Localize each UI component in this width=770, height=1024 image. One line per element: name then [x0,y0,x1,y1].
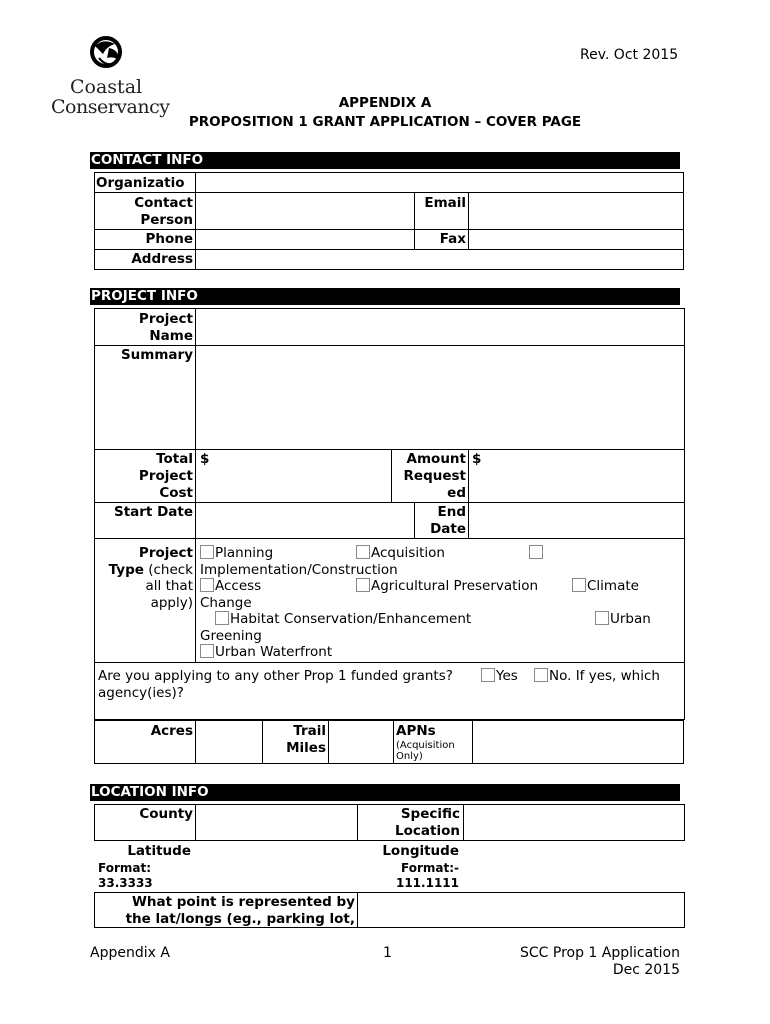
end-date-field[interactable] [469,503,684,538]
latitude-field[interactable] [196,843,357,891]
type-urban-waterfront-checkbox[interactable]: Urban Waterfront [200,644,332,661]
contact-person-field[interactable] [196,193,414,229]
title-line-2: PROPOSITION 1 GRANT APPLICATION – COVER PAGE [188,114,582,130]
project-name-field[interactable] [196,309,684,345]
contact-person-label: Contact Person [134,195,193,228]
project-type-label: Project Type (check all that apply) [108,545,193,611]
start-date-field[interactable] [196,503,414,538]
county-label: County [139,806,193,822]
point-represented-label: What point is represented by the lat/longs (eg., parking lot, [125,894,355,927]
total-cost-field[interactable]: $ [200,451,210,467]
type-implementation-checkbox[interactable]: Implementation/Construction [200,545,684,578]
footer-left: Appendix A [90,945,170,961]
checkbox-icon [200,644,214,658]
email-field[interactable] [469,193,683,229]
apns-field[interactable] [473,721,683,763]
phone-label: Phone [145,231,193,247]
logo-line-1: Coastal [70,76,143,98]
organization-label: Organizatio [96,175,185,191]
start-date-label: Start Date [113,504,193,520]
logo-line-2: Conservancy [51,96,170,118]
end-date-label: End Date [430,504,466,537]
point-represented-field[interactable] [358,893,684,927]
county-field[interactable] [196,805,357,840]
title-line-1: APPENDIX A [338,95,432,111]
amount-requested-label: Amount Request ed [403,451,466,501]
project-section-header: PROJECT INFO [90,288,680,305]
other-grants-question: Are you applying to any other Prop 1 funded grants? Yes No. If yes, which agency(ies)? [98,668,660,701]
contact-section-header: CONTACT INFO [90,152,680,169]
type-habitat-checkbox[interactable]: Habitat Conservation/Enhancement [200,611,471,628]
address-label: Address [131,251,193,267]
coastal-conservancy-logo-icon [85,34,127,78]
total-cost-label: Total Project Cost [138,451,193,501]
checkbox-icon [595,611,609,625]
specific-location-field[interactable] [464,805,684,840]
project-type-options [200,545,684,661]
latitude-format: Format: 33.3333 [98,861,153,890]
summary-field[interactable] [196,346,684,449]
apns-label: APNs (Acquisition Only) [396,723,455,762]
page-number: 1 [383,945,392,961]
footer-right: SCC Prop 1 Application Dec 2015 [519,945,680,978]
trail-miles-label: Trail Miles [286,723,326,756]
checkbox-icon [481,668,495,682]
type-access-checkbox[interactable]: Access [200,578,261,595]
amount-requested-field[interactable]: $ [472,451,482,467]
checkbox-icon [529,545,543,559]
type-urban-greening-checkbox[interactable]: Urban Greening [200,611,651,644]
type-planning-checkbox[interactable]: Planning [200,545,273,562]
type-climate-change-checkbox[interactable]: Climate Change [200,578,639,611]
project-name-label: Project Name [138,311,193,344]
checkbox-icon [572,578,586,592]
summary-label: Summary [120,347,193,363]
longitude-label: Longitude [382,843,459,859]
checkbox-icon [534,668,548,682]
type-acquisition-checkbox[interactable]: Acquisition [356,545,445,562]
fax-field[interactable] [469,230,683,249]
revision: Rev. Oct 2015 [580,47,679,63]
organization-field[interactable] [196,173,683,192]
latitude-label: Latitude [127,843,191,859]
email-label: Email [424,195,466,211]
phone-field[interactable] [196,230,414,249]
other-grants-yes-checkbox[interactable]: Yes [481,668,518,685]
longitude-format: Format:- 111.1111 [395,861,459,890]
other-grants-no-checkbox[interactable]: No. If yes, which [534,668,660,685]
fax-label: Fax [439,231,466,247]
type-agricultural-checkbox[interactable]: Agricultural Preservation [356,578,538,595]
address-field[interactable] [196,250,683,269]
longitude-field[interactable] [464,843,684,891]
page-title [90,94,680,132]
trail-miles-field[interactable] [329,721,393,763]
acres-field[interactable] [196,721,262,763]
location-section-header: LOCATION INFO [90,784,680,801]
acres-label: Acres [150,723,193,739]
specific-location-label: Specific Location [395,806,460,839]
